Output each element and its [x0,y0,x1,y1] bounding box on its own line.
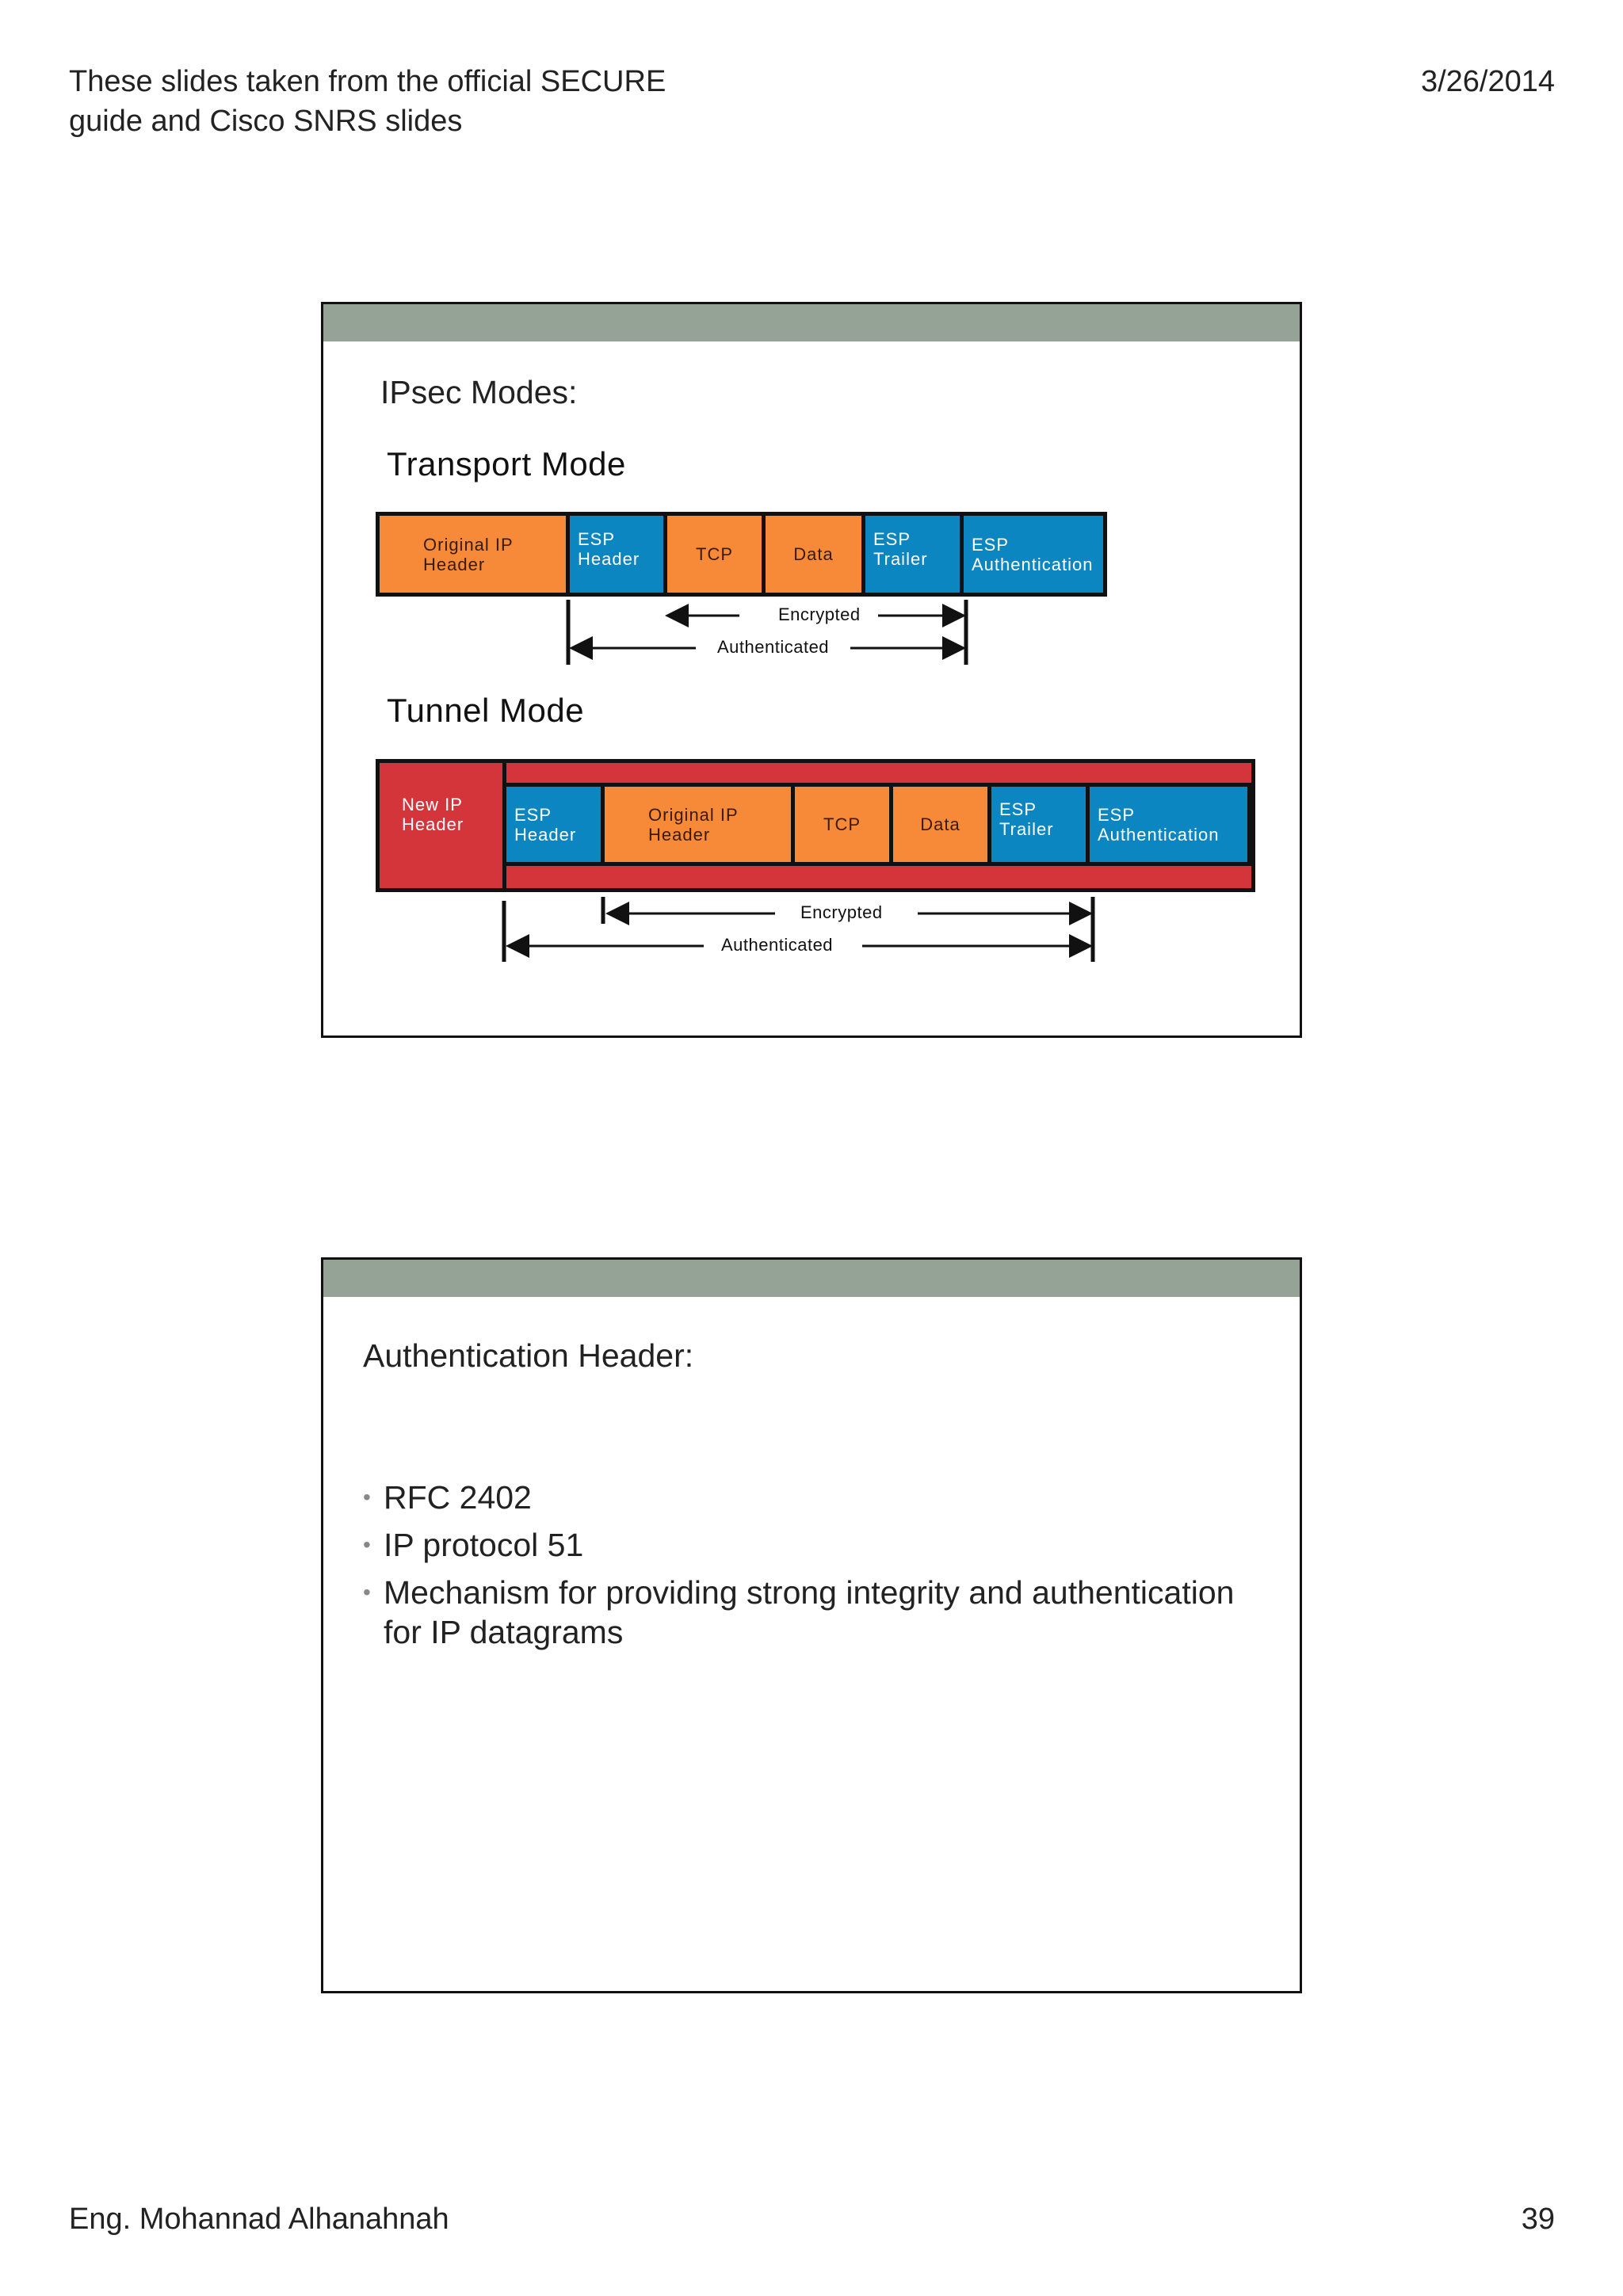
tunnel-authenticated-label: Authenticated [710,935,844,955]
cell-line: TCP [823,814,861,834]
list-item [363,1525,1274,1565]
tunnel-esp-header [502,783,605,866]
cell-line: Original IP [423,534,514,555]
cell-line: ESP [999,799,1037,819]
cell-line: New IP [402,795,463,814]
bullet-text: Mechanism for providing strong integrity and authentication for IP datagrams [384,1574,1235,1650]
cell-line: Header [578,548,640,569]
cell-line: Original IP [648,804,739,825]
cell-line: Data [793,544,834,564]
header-date: 3/26/2014 [1420,65,1555,98]
bullet-dot-icon: • [363,1532,371,1557]
tunnel-esp-authentication [1086,783,1251,866]
slide-title: IPsec Modes: [380,374,578,410]
page-number: 39 [1521,2203,1555,2236]
header-line-1: These slides taken from the official SECURE [69,65,666,98]
cell-line: Trailer [999,818,1054,839]
tunnel-original-ip-header [601,783,795,866]
cell-line: Header [514,824,577,845]
footer-author: Eng. Mohannad Alhanahnah [69,2203,449,2236]
cell-line: Header [423,554,486,574]
slide-title-bar [323,1260,1300,1297]
list-item [363,1573,1274,1652]
slide-title: Authentication Header: [363,1337,694,1374]
cell-line: Header [402,814,464,834]
bullet-list [363,1478,1274,1660]
bullet-text: IP protocol 51 [384,1527,584,1563]
bullet-dot-icon: • [363,1580,371,1604]
page-header-text [69,62,782,141]
cell-line: Authentication [972,554,1094,574]
tunnel-encrypted-label: Encrypted [789,902,894,923]
cell-line: ESP [514,804,552,825]
cell-line: Trailer [873,548,928,569]
slide-ipsec-modes [321,302,1302,1038]
cell-line: ESP [578,528,616,549]
header-line-2: guide and Cisco SNRS slides [69,105,463,138]
transport-arrows [323,304,1300,1035]
cell-line: ESP [972,534,1010,555]
slide-authentication-header [321,1257,1302,1993]
transport-authenticated-label: Authenticated [706,637,840,658]
transport-encrypted-label: Encrypted [767,605,872,625]
cell-line: Data [920,814,960,834]
transport-mode-title: Transport Mode [387,445,626,482]
bullet-dot-icon: • [363,1485,371,1509]
cell-line: Header [648,824,711,845]
cell-line: TCP [696,544,733,564]
list-item [363,1478,1274,1517]
tunnel-new-ip-header [376,759,506,892]
cell-line: ESP [1098,804,1136,825]
tunnel-esp-trailer [987,783,1090,866]
bullet-text: RFC 2402 [384,1479,532,1516]
tunnel-tcp [791,783,893,866]
tunnel-mode-title: Tunnel Mode [387,692,585,729]
tunnel-data [889,783,991,866]
cell-line: Authentication [1098,824,1220,845]
cell-line: ESP [873,528,911,549]
